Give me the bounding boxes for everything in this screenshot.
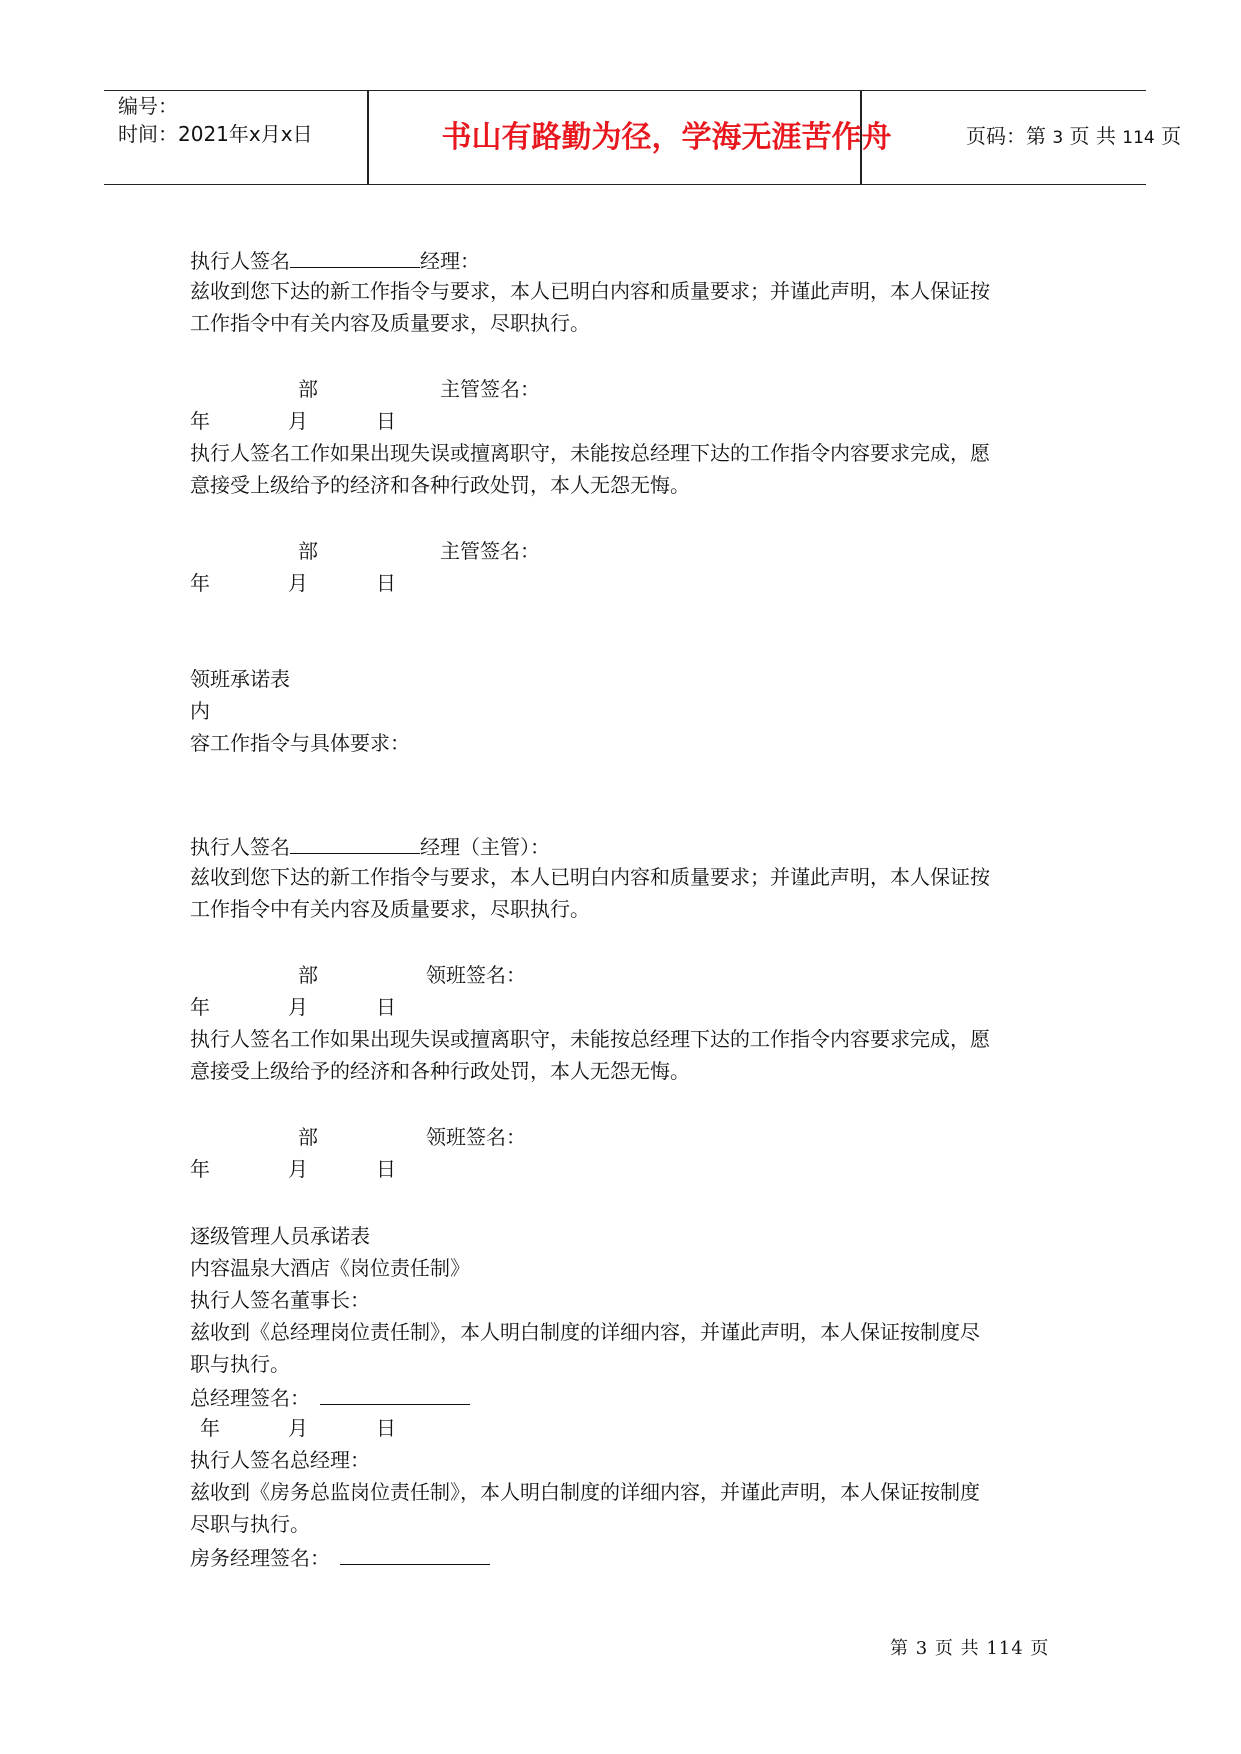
date-month-label: 月: [288, 995, 308, 1019]
page-header: [104, 90, 1182, 185]
s2-paragraph-line: 工作指令中有关内容及质量要求，尽职执行。: [190, 897, 590, 921]
s3-room-manager-sign-blank: [340, 1542, 490, 1565]
s2-content-label: 容工作指令与具体要求：: [190, 731, 410, 755]
s3-room-manager-sign-line: [190, 1542, 490, 1572]
s2-signature-line: [190, 831, 550, 861]
page-footer: 第 3 页 共 114 页: [890, 1638, 1050, 1659]
s2-title: 领班承诺表: [190, 667, 290, 691]
date-month-label: 月: [288, 409, 308, 433]
page-mid: 页 共: [1069, 124, 1116, 148]
date-day-label: 日: [376, 995, 396, 1019]
s2-leader-sign-label: 领班签名：: [426, 1125, 526, 1149]
s1-dept-label: 部: [298, 539, 318, 563]
s1-paragraph-line: 意接受上级给予的经济和各种行政处罚，本人无怨无悔。: [190, 473, 690, 497]
s1-dept-sign-line: [190, 375, 540, 403]
s3-paragraph-line: 尽职与执行。: [190, 1512, 310, 1536]
s1-paragraph-line: 执行人签名工作如果出现失误或擅离职守，未能按总经理下达的工作指令内容要求完成，愿: [190, 441, 990, 465]
s2-paragraph-line: 兹收到您下达的新工作指令与要求，本人已明白内容和质量要求；并谨此声明，本人保证按: [190, 865, 990, 889]
s2-dept-sign-line: [190, 961, 526, 989]
date-year-label: 年: [190, 995, 210, 1019]
s1-manager-label: 经理：: [420, 249, 480, 273]
date-month-label: 月: [288, 571, 308, 595]
s2-executor-label: 执行人签名: [190, 835, 290, 859]
date-year-label: 年: [200, 1416, 220, 1440]
s3-content-line: 内容温泉大酒店《岗位责任制》: [190, 1256, 470, 1280]
s3-date-line: [190, 1414, 396, 1442]
s3-gm-sign-blank: [320, 1382, 470, 1405]
s2-dept-sign-line: [190, 1123, 526, 1151]
s1-paragraph-line: 工作指令中有关内容及质量要求，尽职执行。: [190, 311, 590, 335]
date-day-label: 日: [376, 571, 396, 595]
header-motto: 书山有路勤为径，学海无涯苦作舟: [441, 120, 892, 155]
s1-dept-sign-line: [190, 537, 540, 565]
s1-supervisor-sign-label: 主管签名：: [440, 377, 540, 401]
s2-leader-sign-label: 领班签名：: [426, 963, 526, 987]
s3-room-manager-sign-label: 房务经理签名：: [190, 1546, 330, 1570]
s3-gm-sign-label: 总经理签名：: [190, 1386, 310, 1410]
time-value: 2021年x月x日: [178, 122, 313, 146]
date-year-label: 年: [190, 1157, 210, 1181]
s1-executor-blank: [290, 245, 420, 268]
s2-dept-label: 部: [298, 963, 318, 987]
page-total: 114: [1122, 128, 1155, 148]
s2-date-line: [190, 993, 396, 1021]
doc-time: [118, 120, 313, 148]
page-current: 3: [1052, 128, 1064, 148]
date-year-label: 年: [190, 409, 210, 433]
s3-executor-line: 执行人签名董事长：: [190, 1288, 370, 1312]
s1-supervisor-sign-label: 主管签名：: [440, 539, 540, 563]
date-month-label: 月: [288, 1416, 308, 1440]
s2-executor-blank: [290, 831, 420, 854]
s3-gm-sign-line: [190, 1382, 470, 1412]
s2-paragraph-line: 执行人签名工作如果出现失误或擅离职守，未能按总经理下达的工作指令内容要求完成，愿: [190, 1027, 990, 1051]
s3-paragraph-line: 职与执行。: [190, 1352, 290, 1376]
date-day-label: 日: [376, 409, 396, 433]
s3-title: 逐级管理人员承诺表: [190, 1224, 370, 1248]
s2-date-line: [190, 1155, 396, 1183]
date-day-label: 日: [376, 1157, 396, 1181]
s3-paragraph-line: 兹收到《总经理岗位责任制》，本人明白制度的详细内容，并谨此声明，本人保证按制度尽: [190, 1320, 980, 1344]
page-end: 页: [1161, 124, 1182, 148]
s2-dept-label: 部: [298, 1125, 318, 1149]
s3-executor-line: 执行人签名总经理：: [190, 1448, 370, 1472]
s1-dept-label: 部: [298, 377, 318, 401]
date-day-label: 日: [376, 1416, 396, 1440]
header-page-info: [966, 121, 1181, 153]
time-label: 时间：: [118, 122, 178, 146]
date-month-label: 月: [288, 1157, 308, 1181]
doc-number-label: 编号：: [118, 94, 178, 118]
s1-date-line: [190, 569, 396, 597]
s3-paragraph-line: 兹收到《房务总监岗位责任制》，本人明白制度的详细内容，并谨此声明，本人保证按制度: [190, 1480, 980, 1504]
s1-signature-line: [190, 245, 480, 275]
s1-paragraph-line: 兹收到您下达的新工作指令与要求，本人已明白内容和质量要求；并谨此声明，本人保证按: [190, 279, 990, 303]
s1-executor-label: 执行人签名: [190, 249, 290, 273]
s2-content-label: 内: [190, 699, 210, 723]
page-label: 页码：第: [966, 124, 1046, 148]
s2-manager-label: 经理（主管）：: [420, 835, 550, 859]
date-year-label: 年: [190, 571, 210, 595]
s2-paragraph-line: 意接受上级给予的经济和各种行政处罚，本人无怨无悔。: [190, 1059, 690, 1083]
s1-date-line: [190, 407, 396, 435]
